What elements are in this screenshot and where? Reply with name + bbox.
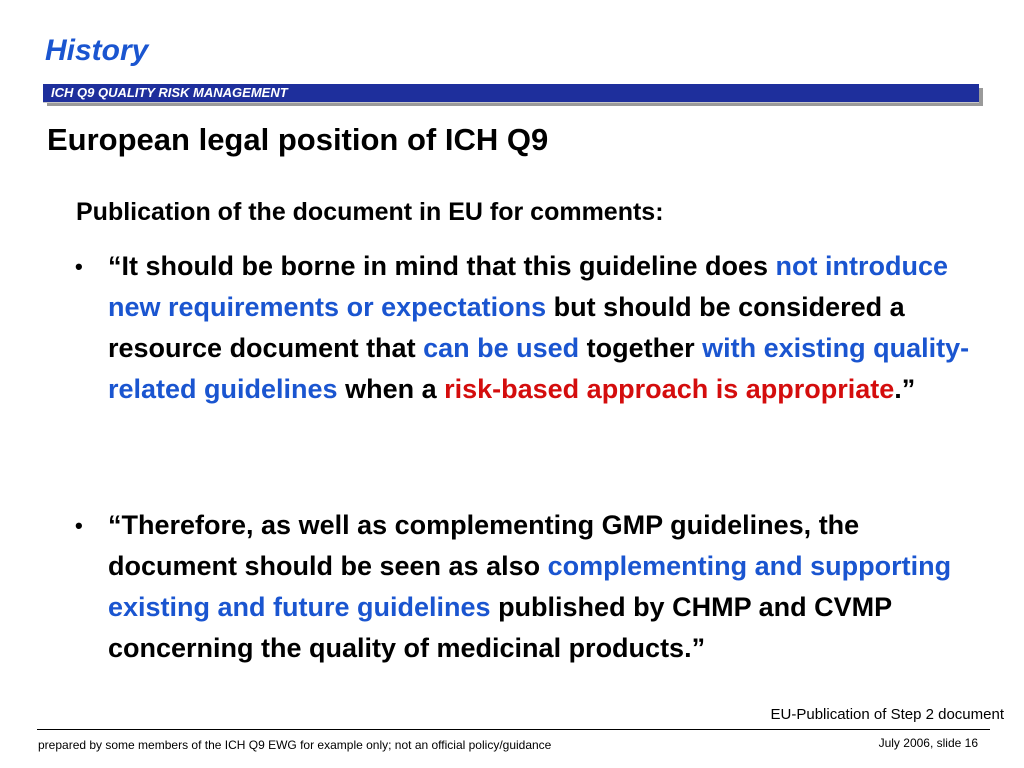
bullet-text-segment: not introduce new requirements or expectations (108, 251, 948, 322)
slide-title: European legal position of ICH Q9 (47, 122, 549, 157)
bullet-text-segment: “Therefore, as well as complementing GMP guidelines, the document should be seen as also (108, 510, 860, 581)
bullet-item (75, 505, 988, 669)
bullet-text-segment: when a (337, 374, 445, 404)
bullet-text-segment: but should be considered a resource document that (108, 292, 905, 363)
bullet-text-segment: risk-based approach is appropriate (444, 374, 895, 404)
footer-slide-info: July 2006, slide 16 (878, 736, 978, 750)
bullet-dot: • (75, 254, 83, 279)
bullet-text-segment: published by CHMP and CVMP concerning the quality of medicinal products.” (108, 592, 892, 663)
footer-disclaimer: prepared by some members of the ICH Q9 EWG for example only; not an official policy/guidance (38, 738, 552, 752)
bullet-text-segment: with existing quality-related guidelines (108, 333, 970, 404)
section-title: History (45, 34, 149, 67)
bullet-text-segment: together (579, 333, 703, 363)
header-banner (43, 84, 979, 103)
banner-label: ICH Q9 QUALITY RISK MANAGEMENT (51, 85, 288, 100)
bullet-text-segment: “It should be borne in mind that this guideline does (108, 251, 776, 281)
bullet-item (75, 246, 988, 410)
bullet-text-segment: .” (894, 374, 916, 404)
subheading: Publication of the document in EU for comments: (76, 198, 664, 226)
footer-divider (37, 729, 990, 730)
source-note: EU-Publication of Step 2 document (770, 706, 1004, 723)
bullet-text-segment: can be used (423, 333, 580, 363)
bullet-text-segment: complementing and supporting existing and future guidelines (108, 551, 952, 622)
bullet-dot: • (75, 513, 83, 538)
